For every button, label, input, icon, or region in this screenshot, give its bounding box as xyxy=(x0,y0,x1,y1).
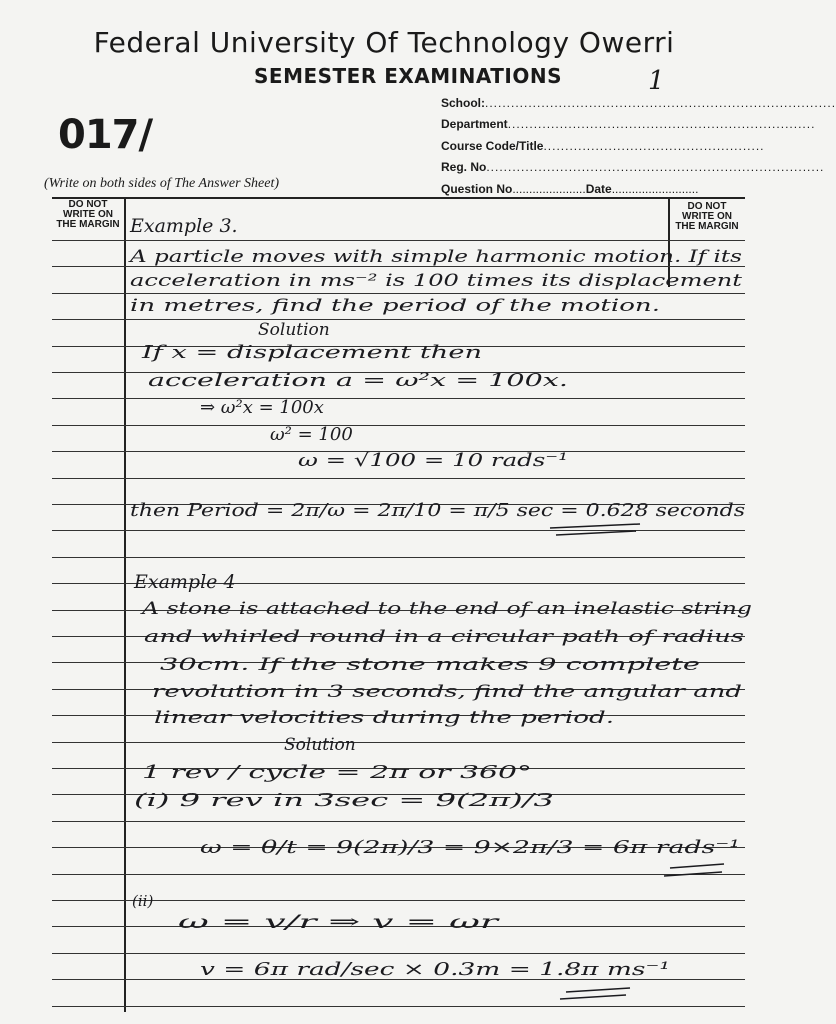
answer-line: If x = displacement then xyxy=(140,342,482,363)
answer-line: 30cm. If the stone makes 9 complete xyxy=(160,655,700,675)
department-label: Department xyxy=(441,117,508,131)
left-margin-line-1: DO NOT xyxy=(68,199,108,210)
exam-title: SEMESTER EXAMINATIONS xyxy=(254,64,562,88)
right-margin-line-3: THE MARGIN xyxy=(675,221,739,232)
answer-line: Solution xyxy=(258,320,330,340)
question-date-field[interactable]: Question No......................Date.......................... xyxy=(441,182,699,196)
answer-line: v = 6π rad/sec × 0.3m = 1.8π ms⁻¹ xyxy=(200,959,670,980)
left-margin-line-3: THE MARGIN xyxy=(56,219,120,230)
answer-line: acceleration a = ω²x = 100x. xyxy=(148,370,568,391)
school-label: School: xyxy=(441,96,485,110)
reg-field[interactable]: Reg. No.............................................................................. xyxy=(441,160,825,174)
question-label: Question No xyxy=(441,182,513,196)
page-number: 1 xyxy=(648,66,665,96)
answer-line: acceleration in ms⁻² is 100 times its displacement xyxy=(130,271,743,291)
course-field[interactable]: Course Code/Title................................................... xyxy=(441,139,765,153)
answer-line: ω = θ/t = 9(2π)/3 = 9×2π/3 = 6π rads⁻¹ xyxy=(200,837,740,858)
course-label: Course Code/Title xyxy=(441,139,544,153)
answer-line: A particle moves with simple harmonic motion. If its xyxy=(127,247,743,267)
answer-line: A stone is attached to the end of an inelastic string xyxy=(139,599,753,619)
answer-line: ω = v/r ⇒ v = ωr xyxy=(178,911,502,933)
answer-line: linear velocities during the period. xyxy=(154,708,614,728)
answer-line: (ii) xyxy=(132,892,154,910)
right-margin-line-1: DO NOT xyxy=(687,201,727,212)
answer-line: and whirled round in a circular path of radius xyxy=(144,627,745,647)
answer-line: Solution xyxy=(284,735,356,755)
university-title: Federal University Of Technology Owerri xyxy=(93,26,675,59)
instruction-note: (Write on both sides of The Answer Sheet) xyxy=(44,176,279,191)
script-code: 017/ xyxy=(58,112,153,158)
answer-line: in metres, find the period of the motion. xyxy=(130,296,660,316)
answer-line: then Period = 2π/ω = 2π/10 = π/5 sec = 0.628 seconds xyxy=(130,500,745,521)
answer-line: Example 3. xyxy=(130,215,238,237)
reg-label: Reg. No xyxy=(441,160,487,174)
answer-line: 1 rev / cycle = 2π or 360° xyxy=(142,762,532,783)
answer-line: ω = √100 = 10 rads⁻¹ xyxy=(298,450,568,471)
answer-line: Example 4 xyxy=(134,571,236,593)
department-field[interactable]: Department....................................................................... xyxy=(441,117,816,131)
right-margin-line-2: WRITE ON xyxy=(682,211,732,222)
left-margin-line-2: WRITE ON xyxy=(63,209,113,220)
date-label: Date xyxy=(585,182,612,196)
answer-line: ω² = 100 xyxy=(270,424,353,445)
answer-line: ⇒ ω²x = 100x xyxy=(200,397,324,418)
answer-line: revolution in 3 seconds, find the angular and xyxy=(152,682,743,702)
school-field[interactable]: School:................................................................................. xyxy=(441,96,836,110)
answer-line: (i) 9 rev in 3sec = 9(2π)/3 xyxy=(134,790,554,811)
